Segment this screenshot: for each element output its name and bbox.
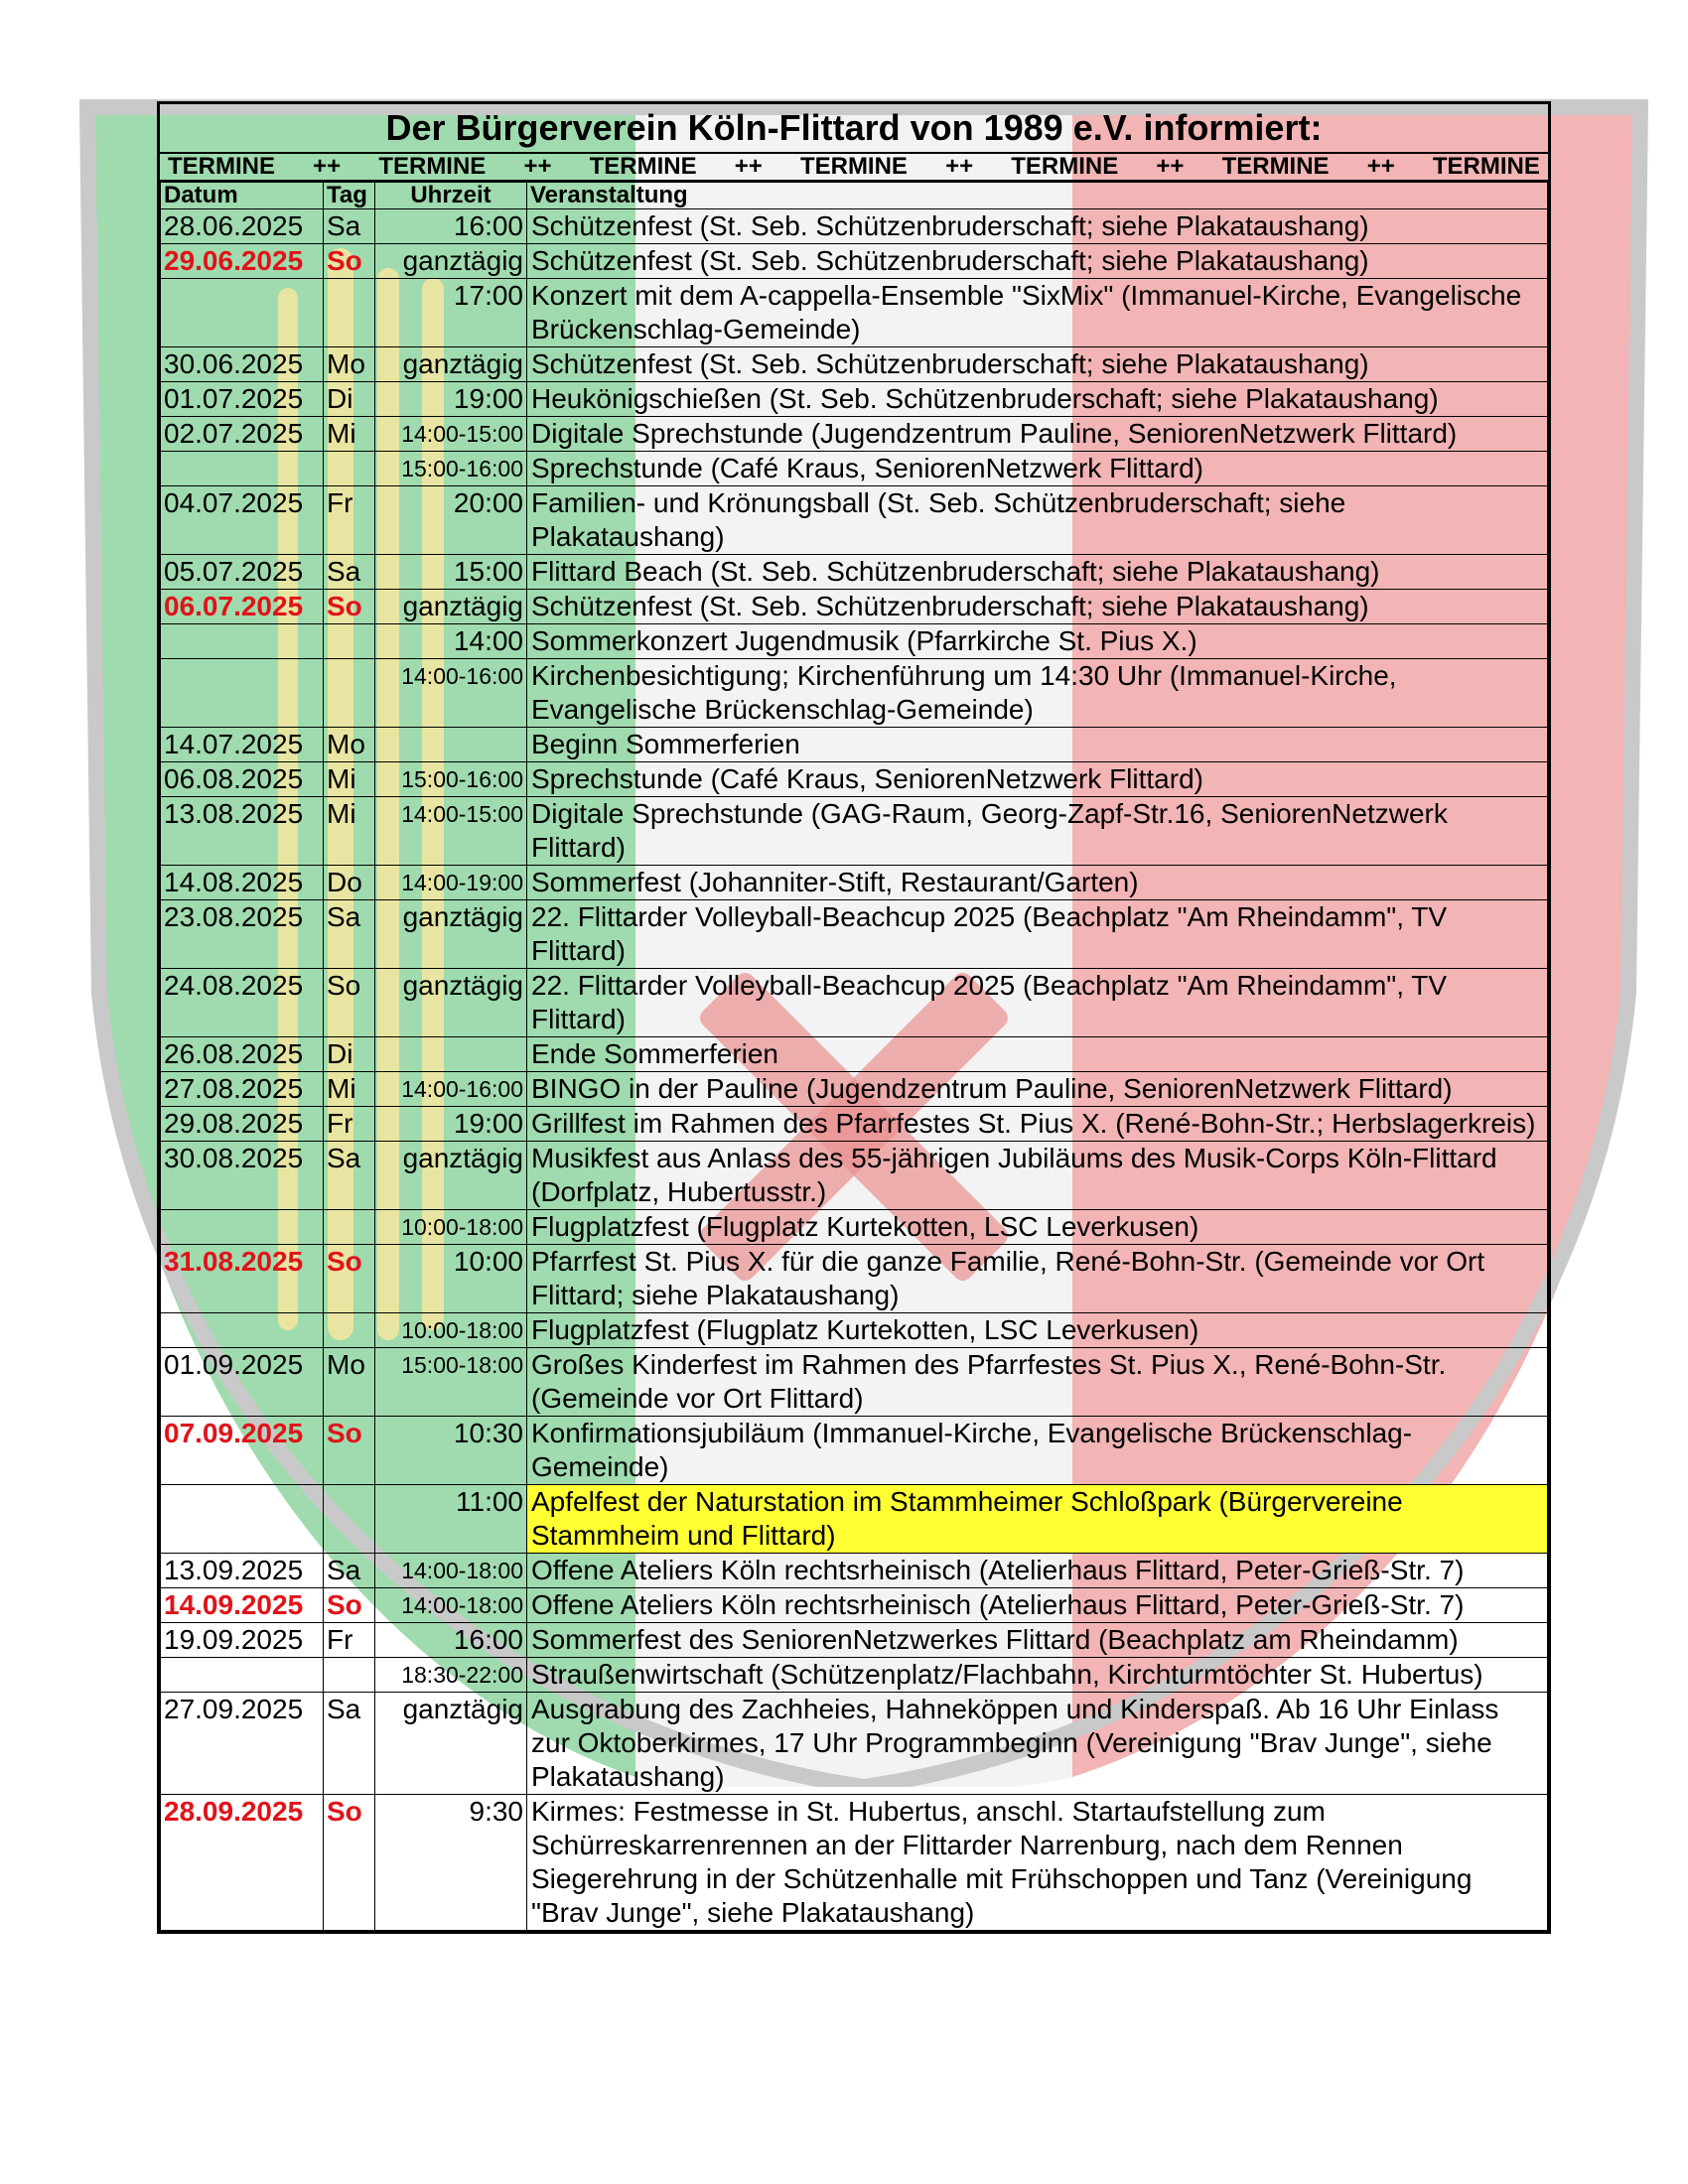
- table-row: [161, 900, 1548, 969]
- cell-date: 28.09.2025: [161, 1795, 324, 1931]
- cell-time: ganztägig: [375, 590, 527, 624]
- table-row: [161, 659, 1548, 728]
- table-row: [161, 1554, 1548, 1588]
- table-row: [161, 969, 1548, 1037]
- cell-date: 27.08.2025: [161, 1072, 324, 1107]
- cell-event: Heukönigschießen (St. Seb. Schützenbruderschaft; siehe Plakataushang): [527, 382, 1548, 417]
- table-row: [161, 279, 1548, 347]
- table-row: [161, 1348, 1548, 1417]
- table-row: [161, 762, 1548, 797]
- table-row: [161, 624, 1548, 659]
- table-row: [161, 1658, 1548, 1693]
- cell-day: So: [324, 1417, 375, 1485]
- cell-day: Sa: [324, 900, 375, 969]
- cell-time: 19:00: [375, 1107, 527, 1142]
- cell-event: Kirchenbesichtigung; Kirchenführung um 14:30 Uhr (Immanuel-Kirche, Evangelische Brückenschlag-Gemeinde): [527, 659, 1548, 728]
- cell-day: [324, 659, 375, 728]
- cell-event: Schützenfest (St. Seb. Schützenbruderschaft; siehe Plakataushang): [527, 590, 1548, 624]
- cell-day: Do: [324, 866, 375, 900]
- cell-event: Beginn Sommerferien: [527, 728, 1548, 762]
- cell-day: Mo: [324, 728, 375, 762]
- cell-time: 14:00-15:00: [375, 417, 527, 452]
- cell-time: ganztägig: [375, 969, 527, 1037]
- cell-day: [324, 452, 375, 486]
- cell-date: 05.07.2025: [161, 555, 324, 590]
- cell-time: 15:00-18:00: [375, 1348, 527, 1417]
- cell-date: 23.08.2025: [161, 900, 324, 969]
- cell-date: 07.09.2025: [161, 1417, 324, 1485]
- cell-event: Schützenfest (St. Seb. Schützenbruderschaft; siehe Plakataushang): [527, 209, 1548, 244]
- cell-event: Konzert mit dem A-cappella-Ensemble "SixMix" (Immanuel-Kirche, Evangelische Brückenschlag-Gemeinde): [527, 279, 1548, 347]
- cell-date: 24.08.2025: [161, 969, 324, 1037]
- cell-date: 13.09.2025: [161, 1554, 324, 1588]
- cell-date: [161, 452, 324, 486]
- cell-day: Sa: [324, 1554, 375, 1588]
- cell-time: 10:30: [375, 1417, 527, 1485]
- cell-day: Mi: [324, 797, 375, 866]
- cell-day: [324, 1313, 375, 1348]
- column-header-day: Tag: [324, 183, 375, 209]
- cell-day: Sa: [324, 555, 375, 590]
- banner-separator: ++: [945, 153, 974, 180]
- cell-time: 14:00-18:00: [375, 1554, 527, 1588]
- cell-event: Offene Ateliers Köln rechtsrheinisch (Atelierhaus Flittard, Peter-Grieß-Str. 7): [527, 1554, 1548, 1588]
- cell-time: 14:00-16:00: [375, 659, 527, 728]
- cell-time: 11:00: [375, 1485, 527, 1554]
- cell-time: 15:00-16:00: [375, 762, 527, 797]
- cell-time: ganztägig: [375, 347, 527, 382]
- column-header-date: Datum: [161, 183, 324, 209]
- cell-event: Sprechstunde (Café Kraus, SeniorenNetzwerk Flittard): [527, 762, 1548, 797]
- cell-date: 27.09.2025: [161, 1693, 324, 1795]
- cell-day: Mi: [324, 762, 375, 797]
- cell-day: So: [324, 969, 375, 1037]
- event-calendar: [157, 101, 1551, 1934]
- cell-date: 30.06.2025: [161, 347, 324, 382]
- cell-date: 30.08.2025: [161, 1142, 324, 1210]
- cell-date: 02.07.2025: [161, 417, 324, 452]
- cell-time: 10:00-18:00: [375, 1313, 527, 1348]
- cell-time: 9:30: [375, 1795, 527, 1931]
- table-row: [161, 1072, 1548, 1107]
- cell-date: 04.07.2025: [161, 486, 324, 555]
- events-table: [160, 182, 1548, 1931]
- cell-event: Offene Ateliers Köln rechtsrheinisch (Atelierhaus Flittard, Peter-Grieß-Str. 7): [527, 1588, 1548, 1623]
- cell-time: 14:00: [375, 624, 527, 659]
- cell-day: [324, 1658, 375, 1693]
- page-title: Der Bürgerverein Köln-Flittard von 1989 e.V. informiert:: [160, 104, 1548, 154]
- cell-time: ganztägig: [375, 1693, 527, 1795]
- cell-day: Sa: [324, 209, 375, 244]
- cell-event: Schützenfest (St. Seb. Schützenbruderschaft; siehe Plakataushang): [527, 347, 1548, 382]
- cell-date: [161, 1485, 324, 1554]
- table-row: [161, 1417, 1548, 1485]
- cell-date: 28.06.2025: [161, 209, 324, 244]
- cell-event: Musikfest aus Anlass des 55-jährigen Jubiläums des Musik-Corps Köln-Flittard (Dorfplatz, Hubertusstr.): [527, 1142, 1548, 1210]
- cell-day: Fr: [324, 486, 375, 555]
- cell-event: Sommerfest des SeniorenNetzwerkes Flittard (Beachplatz am Rheindamm): [527, 1623, 1548, 1658]
- cell-date: [161, 1313, 324, 1348]
- cell-date: 14.09.2025: [161, 1588, 324, 1623]
- cell-time: 15:00: [375, 555, 527, 590]
- cell-date: 01.09.2025: [161, 1348, 324, 1417]
- cell-date: [161, 659, 324, 728]
- cell-time: 14:00-19:00: [375, 866, 527, 900]
- cell-date: 01.07.2025: [161, 382, 324, 417]
- cell-event: Digitale Sprechstunde (Jugendzentrum Pauline, SeniorenNetzwerk Flittard): [527, 417, 1548, 452]
- cell-day: So: [324, 1245, 375, 1313]
- cell-event: Flittard Beach (St. Seb. Schützenbruderschaft; siehe Plakataushang): [527, 555, 1548, 590]
- cell-date: 06.07.2025: [161, 590, 324, 624]
- table-row: [161, 1623, 1548, 1658]
- cell-event: Straußenwirtschaft (Schützenplatz/Flachbahn, Kirchturmtöchter St. Hubertus): [527, 1658, 1548, 1693]
- cell-event: Flugplatzfest (Flugplatz Kurtekotten, LSC Leverkusen): [527, 1313, 1548, 1348]
- table-row: [161, 1485, 1548, 1554]
- cell-day: Sa: [324, 1693, 375, 1795]
- table-row: [161, 728, 1548, 762]
- cell-date: 14.08.2025: [161, 866, 324, 900]
- table-row: [161, 1693, 1548, 1795]
- banner-separator: ++: [1366, 153, 1395, 180]
- cell-date: 26.08.2025: [161, 1037, 324, 1072]
- cell-date: [161, 279, 324, 347]
- cell-date: 06.08.2025: [161, 762, 324, 797]
- cell-time: 17:00: [375, 279, 527, 347]
- banner-separator: ++: [1156, 153, 1185, 180]
- cell-time: ganztägig: [375, 900, 527, 969]
- cell-time: ganztägig: [375, 244, 527, 279]
- cell-day: So: [324, 590, 375, 624]
- table-row: [161, 866, 1548, 900]
- cell-day: Fr: [324, 1107, 375, 1142]
- cell-date: 19.09.2025: [161, 1623, 324, 1658]
- cell-day: So: [324, 244, 375, 279]
- cell-date: [161, 1210, 324, 1245]
- cell-time: [375, 1037, 527, 1072]
- table-row: [161, 1037, 1548, 1072]
- cell-event: Digitale Sprechstunde (GAG-Raum, Georg-Zapf-Str.16, SeniorenNetzwerk Flittard): [527, 797, 1548, 866]
- cell-day: [324, 279, 375, 347]
- banner-word: TERMINE: [799, 153, 908, 180]
- cell-time: 10:00: [375, 1245, 527, 1313]
- table-row: [161, 797, 1548, 866]
- cell-event: Grillfest im Rahmen des Pfarrfestes St. Pius X. (René-Bohn-Str.; Herbslagerkreis): [527, 1107, 1548, 1142]
- table-row: [161, 244, 1548, 279]
- table-row: [161, 452, 1548, 486]
- cell-day: Fr: [324, 1623, 375, 1658]
- cell-time: 18:30-22:00: [375, 1658, 527, 1693]
- cell-event: Apfelfest der Naturstation im Stammheimer Schloßpark (Bürgervereine Stammheim und Flittard): [527, 1485, 1548, 1554]
- cell-date: 13.08.2025: [161, 797, 324, 866]
- cell-day: Mi: [324, 1072, 375, 1107]
- cell-day: So: [324, 1588, 375, 1623]
- cell-date: [161, 1658, 324, 1693]
- cell-day: [324, 1210, 375, 1245]
- cell-event: Ausgrabung des Zachheies, Hahneköppen und Kinderspaß. Ab 16 Uhr Einlass zur Oktoberkirmes, 17 Uhr Programmbeginn (Vereinigung "Brav Junge", siehe Plakataushang): [527, 1693, 1548, 1795]
- table-row: [161, 1313, 1548, 1348]
- table-row: [161, 486, 1548, 555]
- cell-time: 19:00: [375, 382, 527, 417]
- cell-event: Kirmes: Festmesse in St. Hubertus, anschl. Startaufstellung zum Schürreskarrenrennen an der Flittarder Narrenburg, nach dem Rennen Siegerehrung in der Schützenhalle mit Frühschoppen und Tanz (Vereinigung "Brav Junge", siehe Plakataushang): [527, 1795, 1548, 1931]
- cell-time: [375, 728, 527, 762]
- cell-day: Mo: [324, 1348, 375, 1417]
- termine-banner: [160, 154, 1548, 182]
- table-row: [161, 1245, 1548, 1313]
- banner-word: TERMINE: [589, 153, 697, 180]
- cell-event: Ende Sommerferien: [527, 1037, 1548, 1072]
- cell-time: 14:00-18:00: [375, 1588, 527, 1623]
- cell-time: 10:00-18:00: [375, 1210, 527, 1245]
- banner-word: TERMINE: [378, 153, 487, 180]
- banner-word: TERMINE: [168, 153, 275, 180]
- cell-time: 16:00: [375, 1623, 527, 1658]
- table-row: [161, 347, 1548, 382]
- cell-event: Pfarrfest St. Pius X. für die ganze Familie, René-Bohn-Str. (Gemeinde vor Ort Flittard; siehe Plakataushang): [527, 1245, 1548, 1313]
- cell-event: 22. Flittarder Volleyball-Beachcup 2025 (Beachplatz "Am Rheindamm", TV Flittard): [527, 969, 1548, 1037]
- cell-day: Di: [324, 382, 375, 417]
- table-row: [161, 590, 1548, 624]
- banner-separator: ++: [734, 153, 763, 180]
- cell-day: [324, 624, 375, 659]
- cell-time: ganztägig: [375, 1142, 527, 1210]
- table-row: [161, 1107, 1548, 1142]
- table-row: [161, 209, 1548, 244]
- cell-event: Flugplatzfest (Flugplatz Kurtekotten, LSC Leverkusen): [527, 1210, 1548, 1245]
- cell-date: [161, 624, 324, 659]
- cell-event: Sommerkonzert Jugendmusik (Pfarrkirche St. Pius X.): [527, 624, 1548, 659]
- cell-date: 14.07.2025: [161, 728, 324, 762]
- banner-separator: ++: [313, 153, 342, 180]
- cell-date: 31.08.2025: [161, 1245, 324, 1313]
- table-row: [161, 1210, 1548, 1245]
- cell-event: BINGO in der Pauline (Jugendzentrum Pauline, SeniorenNetzwerk Flittard): [527, 1072, 1548, 1107]
- table-row: [161, 1142, 1548, 1210]
- table-row: [161, 1588, 1548, 1623]
- cell-event: Familien- und Krönungsball (St. Seb. Schützenbruderschaft; siehe Plakataushang): [527, 486, 1548, 555]
- cell-day: So: [324, 1795, 375, 1931]
- cell-day: [324, 1485, 375, 1554]
- column-header-time: Uhrzeit: [375, 183, 527, 209]
- cell-day: Mo: [324, 347, 375, 382]
- cell-time: 20:00: [375, 486, 527, 555]
- cell-day: Sa: [324, 1142, 375, 1210]
- cell-event: Sommerfest (Johanniter-Stift, Restaurant/Garten): [527, 866, 1548, 900]
- cell-event: Schützenfest (St. Seb. Schützenbruderschaft; siehe Plakataushang): [527, 244, 1548, 279]
- cell-day: Di: [324, 1037, 375, 1072]
- table-row: [161, 417, 1548, 452]
- cell-day: Mi: [324, 417, 375, 452]
- cell-time: 16:00: [375, 209, 527, 244]
- banner-word: TERMINE: [1221, 153, 1330, 180]
- cell-event: Sprechstunde (Café Kraus, SeniorenNetzwerk Flittard): [527, 452, 1548, 486]
- banner-separator: ++: [523, 153, 552, 180]
- column-header-event: Veranstaltung: [527, 183, 1548, 209]
- table-header-row: [161, 183, 1548, 209]
- cell-date: 29.08.2025: [161, 1107, 324, 1142]
- cell-event: Großes Kinderfest im Rahmen des Pfarrfestes St. Pius X., René-Bohn-Str. (Gemeinde vor Ort Flittard): [527, 1348, 1548, 1417]
- cell-time: 15:00-16:00: [375, 452, 527, 486]
- cell-event: 22. Flittarder Volleyball-Beachcup 2025 (Beachplatz "Am Rheindamm", TV Flittard): [527, 900, 1548, 969]
- cell-time: 14:00-15:00: [375, 797, 527, 866]
- table-row: [161, 1795, 1548, 1931]
- table-row: [161, 555, 1548, 590]
- cell-date: 29.06.2025: [161, 244, 324, 279]
- table-row: [161, 382, 1548, 417]
- banner-word: TERMINE: [1011, 153, 1119, 180]
- banner-word: TERMINE: [1432, 153, 1540, 180]
- cell-time: 14:00-16:00: [375, 1072, 527, 1107]
- cell-event: Konfirmationsjubiläum (Immanuel-Kirche, Evangelische Brückenschlag-Gemeinde): [527, 1417, 1548, 1485]
